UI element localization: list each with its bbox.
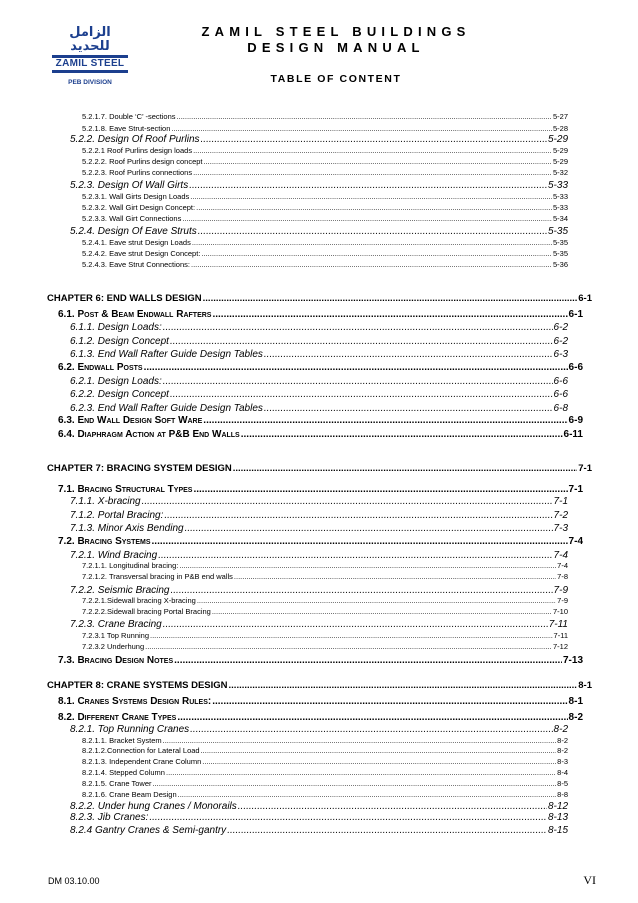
- toc-entry-page: 8-1: [568, 696, 583, 707]
- toc-entry-label: 6.3. End Wall Design Soft Ware: [58, 415, 203, 426]
- toc-entry[interactable]: [70, 523, 568, 534]
- toc-entry-page: 7-4: [557, 561, 568, 570]
- toc-entry-label: 6.1.3. End Wall Rafter Guide Design Tables: [70, 349, 263, 360]
- toc-leader-dots: [212, 607, 552, 616]
- toc-leader-dots: [192, 238, 552, 247]
- toc-entry[interactable]: [47, 463, 592, 474]
- toc-leader-dots: [171, 585, 553, 596]
- toc-entry-page: 8-2: [553, 724, 568, 735]
- toc-leader-dots: [203, 415, 567, 426]
- toc-entry[interactable]: [58, 696, 583, 707]
- toc-leader-dots: [149, 812, 547, 823]
- logo-division: PEB DIVISION: [68, 79, 112, 86]
- toc-entry-label: CHAPTER 7: BRACING SYSTEM DESIGN: [47, 463, 232, 474]
- toc-entry[interactable]: [82, 596, 568, 605]
- toc-entry-label: 7.1.2. Portal Bracing:: [70, 510, 164, 521]
- toc-entry-label: 5.2.2.2. Roof Purlins design concept: [82, 157, 203, 166]
- toc-leader-dots: [229, 680, 578, 691]
- toc-entry[interactable]: [70, 349, 568, 360]
- toc-leader-dots: [152, 536, 568, 547]
- toc-entry-label: 8.2.1.2.Connection for Lateral Load: [82, 746, 200, 755]
- toc-entry[interactable]: [82, 572, 568, 581]
- toc-entry[interactable]: [82, 736, 568, 745]
- toc-entry-label: 6.4. Diaphragm Action at P&B End Walls: [58, 429, 240, 440]
- toc-entry-page: 5-35: [552, 238, 568, 247]
- toc-entry-page: 5-36: [552, 260, 568, 269]
- toc-entry[interactable]: [82, 249, 568, 258]
- toc-entry-page: 5-34: [552, 214, 568, 223]
- toc-leader-dots: [170, 389, 553, 400]
- toc-entry-page: 6-9: [568, 415, 583, 426]
- toc-entry-label: 7.2.3.2 Underhung: [82, 642, 145, 651]
- toc-entry-page: 5-29: [552, 157, 568, 166]
- toc-entry-page: 8-8: [557, 790, 568, 799]
- toc-entry-label: 8.1. Cranes Systems Design Rules:: [58, 696, 212, 707]
- toc-entry-page: 6-6: [568, 362, 583, 373]
- toc-entry[interactable]: [70, 812, 568, 823]
- toc-entry-page: 8-12: [547, 801, 568, 812]
- toc-entry-page: 7-8: [557, 572, 568, 581]
- toc-entry-page: 7-12: [552, 642, 568, 651]
- toc-leader-dots: [163, 619, 548, 630]
- toc-entry-page: 7-4: [553, 550, 568, 561]
- toc-entry-page: 6-6: [553, 376, 568, 387]
- toc-entry-label: 8.2.1.6. Crane Beam Design: [82, 790, 177, 799]
- toc-entry-label: 5.2.2.1 Roof Purlins design loads: [82, 146, 193, 155]
- toc-entry-page: 6-2: [553, 336, 568, 347]
- toc-entry[interactable]: [47, 293, 592, 304]
- toc-entry[interactable]: [82, 192, 568, 201]
- toc-leader-dots: [163, 322, 553, 333]
- toc-entry-page: 8-13: [547, 812, 568, 823]
- toc-leader-dots: [144, 362, 568, 373]
- toc-entry-label: 8.2.1.5. Crane Tower: [82, 779, 152, 788]
- toc-entry[interactable]: [82, 631, 568, 640]
- toc-leader-dots: [190, 192, 552, 201]
- toc-leader-dots: [185, 523, 553, 534]
- toc-entry[interactable]: [82, 790, 568, 799]
- toc-entry[interactable]: [70, 496, 568, 507]
- toc-entry[interactable]: [70, 322, 568, 333]
- toc-entry-label: 6.1.2. Design Concept: [70, 336, 169, 347]
- toc-entry-label: 7.2.1.2. Transversal bracing in P&B end walls: [82, 572, 233, 581]
- toc-leader-dots: [177, 112, 552, 121]
- toc-leader-dots: [227, 825, 547, 836]
- toc-entry[interactable]: [58, 536, 583, 547]
- toc-leader-dots: [189, 180, 547, 191]
- toc-entry-label: 7.1.3. Minor Axis Bending: [70, 523, 184, 534]
- document-subtitle: DESIGN MANUAL: [247, 40, 425, 55]
- toc-entry-label: 5.2.4.3. Eave Strut Connections:: [82, 260, 190, 269]
- toc-entry[interactable]: [82, 203, 568, 212]
- toc-entry[interactable]: [70, 134, 568, 145]
- toc-entry-page: 7-11: [553, 631, 568, 640]
- toc-entry-label: 5.2.2. Design Of Roof Purlins: [70, 134, 200, 145]
- toc-entry[interactable]: [70, 336, 568, 347]
- toc-leader-dots: [163, 376, 553, 387]
- toc-entry[interactable]: [70, 550, 568, 561]
- toc-leader-dots: [142, 496, 553, 507]
- toc-entry[interactable]: [58, 712, 583, 723]
- toc-leader-dots: [177, 712, 567, 723]
- toc-entry-label: 6.2.1. Design Loads:: [70, 376, 162, 387]
- toc-entry[interactable]: [70, 403, 568, 414]
- toc-entry-label: 5.2.2.3. Roof Purlins connections: [82, 168, 193, 177]
- toc-leader-dots: [190, 724, 552, 735]
- toc-entry-page: 6-3: [553, 349, 568, 360]
- toc-entry-label: 6.2. Endwall Posts: [58, 362, 143, 373]
- document-title: ZAMIL STEEL BUILDINGS: [201, 24, 471, 39]
- toc-entry-page: 7-1: [568, 484, 583, 495]
- toc-leader-dots: [264, 349, 553, 360]
- toc-entry-label: 7.2.1. Wind Bracing: [70, 550, 158, 561]
- toc-entry[interactable]: [82, 168, 568, 177]
- toc-entry[interactable]: [70, 585, 568, 596]
- toc-leader-dots: [182, 214, 552, 223]
- toc-leader-dots: [193, 168, 552, 177]
- toc-entry-page: 7-13: [562, 655, 583, 666]
- toc-entry-page: 7-9: [553, 585, 568, 596]
- toc-entry[interactable]: [82, 157, 568, 166]
- toc-entry[interactable]: [70, 376, 568, 387]
- toc-entry-page: 5-32: [552, 168, 568, 177]
- toc-entry-label: 8.2.1. Top Running Cranes: [70, 724, 190, 735]
- toc-entry-label: 8.2.1.1. Bracket System: [82, 736, 162, 745]
- toc-leader-dots: [166, 768, 556, 777]
- toc-leader-dots: [196, 203, 552, 212]
- toc-entry-label: 8.2. Different Crane Types: [58, 712, 177, 723]
- toc-entry-label: 7.1. Bracing Structural Types: [58, 484, 193, 495]
- toc-entry-label: 5.2.4.1. Eave strut Design Loads: [82, 238, 191, 247]
- toc-entry-page: 7-9: [557, 596, 568, 605]
- toc-entry-page: 8-2: [557, 736, 568, 745]
- logo-arabic-text: الزامل للحديد: [69, 25, 111, 54]
- toc-entry[interactable]: [82, 768, 568, 777]
- toc-entry[interactable]: [58, 415, 583, 426]
- toc-entry[interactable]: [82, 607, 568, 616]
- toc-leader-dots: [158, 550, 552, 561]
- toc-entry-page: 5-35: [547, 226, 568, 237]
- toc-entry[interactable]: [70, 510, 568, 521]
- toc-leader-dots: [234, 572, 556, 581]
- toc-entry-label: 7.2.1.1. Longitudinal bracing:: [82, 561, 179, 570]
- toc-entry[interactable]: [82, 642, 568, 651]
- toc-entry-page: 6-2: [553, 322, 568, 333]
- toc-entry[interactable]: [70, 226, 568, 237]
- toc-leader-dots: [212, 696, 567, 707]
- toc-entry-label: 5.2.4.2. Eave strut Design Concept:: [82, 249, 201, 258]
- toc-entry-label: CHAPTER 6: END WALLS DESIGN: [47, 293, 202, 304]
- logo-name: ZAMIL STEEL: [55, 58, 125, 69]
- toc-entry-label: 5.2.4. Design Of Eave Struts: [70, 226, 197, 237]
- toc-entry-label: 7.2.2.1.Sidewall bracing X-bracing: [82, 596, 196, 605]
- toc-entry-page: 8-1: [578, 680, 592, 691]
- toc-entry-label: 7.2.2.2.Sidewall bracing Portal Bracing: [82, 607, 211, 616]
- toc-entry-label: 6.1. Post & Beam Endwall Rafters: [58, 309, 212, 320]
- toc-entry-page: 7-4: [568, 536, 583, 547]
- toc-leader-dots: [202, 757, 556, 766]
- toc-entry-page: 6-6: [553, 389, 568, 400]
- toc-entry[interactable]: [82, 779, 568, 788]
- toc-entry-label: 7.2.2. Seismic Bracing: [70, 585, 170, 596]
- toc-entry-page: 8-4: [557, 768, 568, 777]
- toc-leader-dots: [198, 226, 547, 237]
- toc-entry-page: 6-1: [568, 309, 583, 320]
- toc-leader-dots: [170, 336, 553, 347]
- toc-entry-page: 8-2: [568, 712, 583, 723]
- toc-entry-page: 5-29: [547, 134, 568, 145]
- toc-entry[interactable]: [70, 389, 568, 400]
- toc-entry-page: 5-33: [552, 192, 568, 201]
- toc-entry-label: 5.2.1.8. Eave Strut-section: [82, 124, 171, 133]
- toc-entry-page: 7-2: [553, 510, 568, 521]
- toc-leader-dots: [193, 484, 567, 495]
- toc-entry[interactable]: [58, 655, 583, 666]
- toc-entry[interactable]: [82, 561, 568, 570]
- toc-entry[interactable]: [70, 724, 568, 735]
- toc-entry[interactable]: [58, 429, 583, 440]
- toc-leader-dots: [264, 403, 553, 414]
- footer-page-number: VI: [583, 873, 596, 887]
- toc-entry-page: 5-27: [552, 112, 568, 121]
- toc-leader-dots: [212, 309, 567, 320]
- toc-entry-label: 5.2.3. Design Of Wall Girts: [70, 180, 189, 191]
- toc-entry-label: 8.2.3. Jib Cranes:: [70, 812, 149, 823]
- toc-entry-label: 5.2.1.7. Double ‘C’ -sections: [82, 112, 176, 121]
- toc-leader-dots: [145, 642, 552, 651]
- toc-entry-label: 5.2.3.3. Wall Girt Connections: [82, 214, 182, 223]
- toc-entry[interactable]: [58, 362, 583, 373]
- toc-entry[interactable]: [82, 112, 568, 121]
- toc-entry-label: 7.3. Bracing Design Notes: [58, 655, 174, 666]
- toc-entry[interactable]: [82, 260, 568, 269]
- toc-entry-page: 6-8: [553, 403, 568, 414]
- toc-entry[interactable]: [82, 757, 568, 766]
- toc-entry-label: 6.2.2. Design Concept: [70, 389, 169, 400]
- toc-entry[interactable]: [82, 124, 568, 133]
- toc-leader-dots: [171, 124, 552, 133]
- toc-entry-page: 5-28: [552, 124, 568, 133]
- toc-heading: TABLE OF CONTENT: [270, 73, 402, 85]
- toc-leader-dots: [238, 801, 547, 812]
- toc-entry[interactable]: [58, 484, 583, 495]
- toc-entry[interactable]: [70, 180, 568, 191]
- toc-leader-dots: [179, 561, 556, 570]
- toc-entry-label: 7.2.3.1 Top Running: [82, 631, 149, 640]
- toc-leader-dots: [163, 736, 557, 745]
- toc-leader-dots: [201, 746, 557, 755]
- toc-entry-label: 7.2.3. Crane Bracing: [70, 619, 162, 630]
- toc-entry-label: 7.1.1. X-bracing: [70, 496, 141, 507]
- toc-leader-dots: [197, 596, 556, 605]
- toc-entry-label: CHAPTER 8: CRANE SYSTEMS DESIGN: [47, 680, 228, 691]
- toc-entry-label: 6.1.1. Design Loads:: [70, 322, 162, 333]
- toc-entry-page: 7-1: [578, 463, 592, 474]
- toc-entry[interactable]: [70, 619, 568, 630]
- toc-entry-page: 7-10: [552, 607, 568, 616]
- toc-entry-page: 5-35: [552, 249, 568, 258]
- toc-leader-dots: [193, 146, 552, 155]
- toc-entry-page: 5-33: [552, 203, 568, 212]
- toc-leader-dots: [201, 134, 547, 145]
- toc-entry-page: 7-1: [553, 496, 568, 507]
- toc-entry[interactable]: [70, 801, 568, 812]
- toc-entry-page: 8-3: [557, 757, 568, 766]
- footer-doc-id: DM 03.10.00: [48, 876, 100, 886]
- toc-entry-page: 8-2: [557, 746, 568, 755]
- toc-leader-dots: [241, 429, 563, 440]
- toc-entry-label: 7.2. Bracing Systems: [58, 536, 151, 547]
- toc-entry-page: 5-29: [552, 146, 568, 155]
- toc-leader-dots: [203, 293, 578, 304]
- toc-leader-dots: [201, 249, 552, 258]
- toc-entry[interactable]: [82, 238, 568, 247]
- toc-entry[interactable]: [58, 309, 583, 320]
- toc-leader-dots: [233, 463, 578, 474]
- toc-entry-page: 6-11: [563, 429, 583, 440]
- toc-entry-label: 6.2.3. End Wall Rafter Guide Design Tables: [70, 403, 263, 414]
- toc-entry-label: 8.2.1.4. Stepped Column: [82, 768, 165, 777]
- toc-entry-page: 6-1: [578, 293, 592, 304]
- toc-entry-label: 8.2.4 Gantry Cranes & Semi-gantry: [70, 825, 227, 836]
- toc-entry-label: 8.2.1.3. Independent Crane Column: [82, 757, 202, 766]
- toc-leader-dots: [178, 790, 557, 799]
- toc-entry-page: 8-5: [557, 779, 568, 788]
- toc-leader-dots: [164, 510, 552, 521]
- toc-entry-page: 7-11: [548, 619, 568, 630]
- toc-entry[interactable]: [82, 214, 568, 223]
- toc-entry-page: 7-3: [553, 523, 568, 534]
- toc-leader-dots: [191, 260, 552, 269]
- toc-leader-dots: [150, 631, 553, 640]
- toc-leader-dots: [153, 779, 557, 788]
- toc-entry[interactable]: [70, 825, 568, 836]
- toc-entry-page: 8-15: [547, 825, 568, 836]
- toc-entry[interactable]: [82, 746, 568, 755]
- toc-entry-page: 5-33: [547, 180, 568, 191]
- toc-entry-label: 5.2.3.2. Wall Girt Design Concept:: [82, 203, 196, 212]
- toc-entry-label: 5.2.3.1. Wall Girts Design Loads: [82, 192, 190, 201]
- toc-leader-dots: [174, 655, 562, 666]
- toc-entry-label: 8.2.2. Under hung Cranes / Monorails: [70, 801, 237, 812]
- toc-leader-dots: [204, 157, 552, 166]
- toc-entry[interactable]: [47, 680, 592, 691]
- toc-entry[interactable]: [82, 146, 568, 155]
